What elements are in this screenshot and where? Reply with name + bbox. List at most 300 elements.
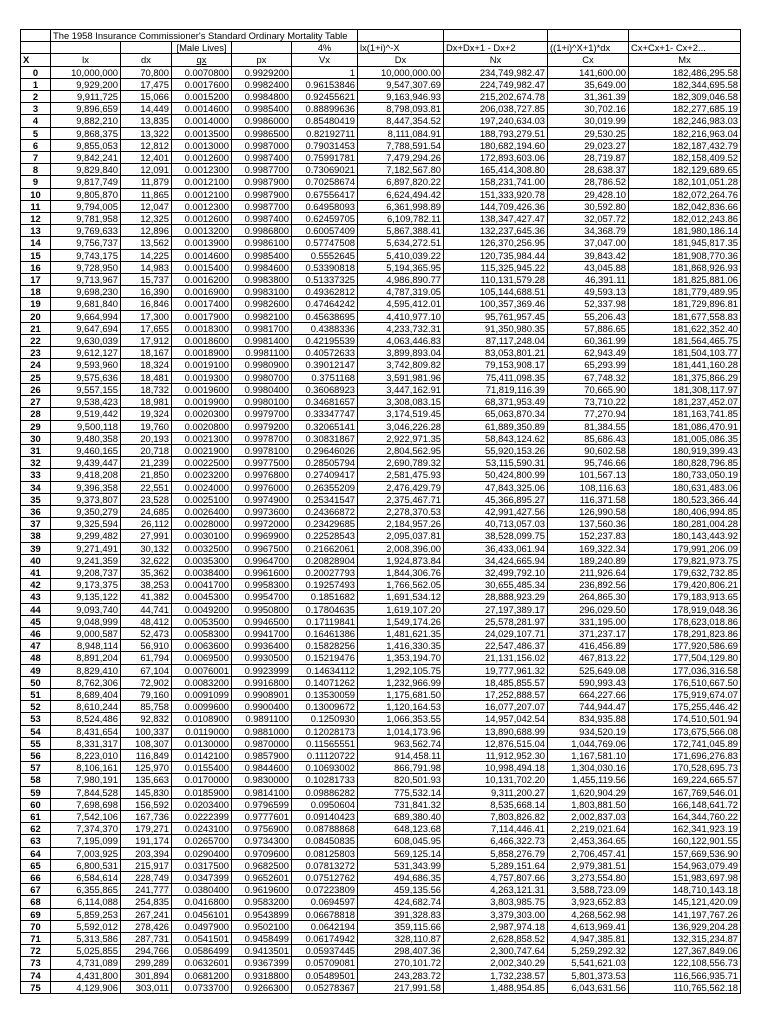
mx-cell: 176,510,667.50 (629, 676, 741, 688)
dx-commutation-cell: 608,045.95 (358, 835, 444, 847)
dx-cell: 17,475 (121, 78, 172, 90)
lx-cell: 8,431,654 (51, 725, 121, 737)
dx-cell: 299,289 (121, 957, 172, 969)
lx-cell: 5,859,253 (51, 908, 121, 920)
px-cell: 0.9709600 (232, 847, 292, 859)
px-cell: 0.9987700 (232, 164, 292, 176)
cx-cell: 1,167,581.10 (548, 749, 629, 761)
lx-cell: 6,355,865 (51, 884, 121, 896)
age-cell: 63 (21, 835, 51, 847)
age-cell: 28 (21, 408, 51, 420)
lx-cell: 9,000,587 (51, 627, 121, 639)
mx-cell: 179,183,913.65 (629, 591, 741, 603)
qx-cell: 0.0203400 (172, 798, 232, 810)
qx-cell: 0.0317500 (172, 859, 232, 871)
dx-commutation-cell: 2,375,467.71 (358, 493, 444, 505)
qx-cell: 0.0045300 (172, 591, 232, 603)
mx-cell: 181,980,186.14 (629, 225, 741, 237)
px-cell: 0.9954700 (232, 591, 292, 603)
vx-cell: 0.13530059 (292, 688, 358, 700)
qx-cell: 0.0012600 (172, 213, 232, 225)
vx-cell: 0.28505794 (292, 457, 358, 469)
dx-cell: 21,850 (121, 469, 172, 481)
nx-cell: 91,350,980.35 (444, 322, 548, 334)
age-cell: 55 (21, 737, 51, 749)
lx-cell: 7,980,191 (51, 774, 121, 786)
table-row (21, 457, 741, 469)
table-row (21, 493, 741, 505)
px-cell: 0.9980900 (232, 359, 292, 371)
age-cell: 24 (21, 359, 51, 371)
qx-cell: 0.0018900 (172, 347, 232, 359)
px-cell: 0.9986100 (232, 237, 292, 249)
cx-cell: 29,428.10 (548, 188, 629, 200)
table-row (21, 701, 741, 713)
dx-cell: 27,991 (121, 530, 172, 542)
lx-cell: 9,396,358 (51, 481, 121, 493)
px-cell: 0.9976000 (232, 481, 292, 493)
px-cell: 0.9973600 (232, 505, 292, 517)
mx-cell: 172,741,045.89 (629, 737, 741, 749)
px-cell: 0.9936400 (232, 640, 292, 652)
px-cell: 0.9941700 (232, 627, 292, 639)
qx-cell: 0.0017400 (172, 298, 232, 310)
dx-cell: 24,685 (121, 505, 172, 517)
lx-cell: 9,756,737 (51, 237, 121, 249)
age-cell: 18 (21, 286, 51, 298)
table-row (21, 542, 741, 554)
qx-cell: 0.0119000 (172, 725, 232, 737)
dx-commutation-cell: 1,292,105.75 (358, 664, 444, 676)
cx-cell: 2,706,457.41 (548, 847, 629, 859)
px-cell: 0.9619600 (232, 884, 292, 896)
age-cell: 61 (21, 811, 51, 823)
qx-cell: 0.0053500 (172, 615, 232, 627)
px-cell: 0.9986000 (232, 115, 292, 127)
lx-cell: 9,593,960 (51, 359, 121, 371)
dx-commutation-cell: 963,562.74 (358, 737, 444, 749)
qx-cell: 0.0041700 (172, 579, 232, 591)
table-row (21, 652, 741, 664)
qx-cell: 0.0222399 (172, 811, 232, 823)
table-row (21, 396, 741, 408)
nx-cell: 144,709,426.36 (444, 200, 548, 212)
cx-cell: 4,613,969.41 (548, 920, 629, 932)
nx-cell: 234,749,982.47 (444, 66, 548, 78)
lx-cell: 5,025,855 (51, 945, 121, 957)
nx-cell: 14,957,042.54 (444, 713, 548, 725)
age-cell: 7 (21, 152, 51, 164)
table-row (21, 688, 741, 700)
mx-cell: 136,929,204.28 (629, 920, 741, 932)
table-row (21, 164, 741, 176)
qx-cell: 0.0012100 (172, 176, 232, 188)
dx-cell: 156,592 (121, 798, 172, 810)
px-cell: 0.9980400 (232, 383, 292, 395)
dx-commutation-cell: 7,479,294.26 (358, 152, 444, 164)
dx-cell: 16,846 (121, 298, 172, 310)
vx-cell: 0.11565551 (292, 737, 358, 749)
lx-cell: 9,500,118 (51, 420, 121, 432)
mx-cell: 157,669,536.90 (629, 847, 741, 859)
cx-cell: 4,947,385.81 (548, 933, 629, 945)
dx-cell: 12,896 (121, 225, 172, 237)
nx-formula: Dx+Dx+1 - Dx+2 (444, 42, 548, 54)
dx-cell: 85,758 (121, 701, 172, 713)
vx-cell: 0.49362812 (292, 286, 358, 298)
qx-cell: 0.0130000 (172, 737, 232, 749)
mx-cell: 122,108,556.73 (629, 957, 741, 969)
dx-cell: 38,253 (121, 579, 172, 591)
nx-cell: 36,433,061.94 (444, 542, 548, 554)
nx-cell: 5,858,276.79 (444, 847, 548, 859)
lx-cell: 9,557,155 (51, 383, 121, 395)
dx-commutation-cell: 1,175,681.50 (358, 688, 444, 700)
qx-cell: 0.0012100 (172, 188, 232, 200)
dx-cell: 241,777 (121, 884, 172, 896)
lx-cell: 9,418,208 (51, 469, 121, 481)
cx-cell: 35,649.00 (548, 78, 629, 90)
dx-commutation-cell: 3,046,226.28 (358, 420, 444, 432)
lx-cell: 9,325,594 (51, 518, 121, 530)
dx-commutation-cell: 459,135.56 (358, 884, 444, 896)
nx-cell: 8,535,668.14 (444, 798, 548, 810)
vx-cell: 0.14634112 (292, 664, 358, 676)
cx-cell: 32,057.72 (548, 213, 629, 225)
age-cell: 4 (21, 115, 51, 127)
vx-cell: 0.22528543 (292, 530, 358, 542)
nx-cell: 9,311,200.27 (444, 786, 548, 798)
px-cell: 0.9543899 (232, 908, 292, 920)
lx-cell: 9,805,870 (51, 188, 121, 200)
nx-cell: 17,252,888.57 (444, 688, 548, 700)
nx-cell: 24,029,107.71 (444, 627, 548, 639)
vx-cell: 0.07813272 (292, 859, 358, 871)
nx-cell: 28,888,923.29 (444, 591, 548, 603)
lx-cell: 4,731,089 (51, 957, 121, 969)
mx-cell: 180,631,483.06 (629, 481, 741, 493)
nx-cell: 38,528,099.75 (444, 530, 548, 542)
mx-cell: 181,779,489.95 (629, 286, 741, 298)
age-cell: 39 (21, 542, 51, 554)
qx-cell: 0.0108900 (172, 713, 232, 725)
nx-cell: 188,793,279.51 (444, 127, 548, 139)
px-cell: 0.9974900 (232, 493, 292, 505)
age-cell: 74 (21, 969, 51, 981)
age-cell: 35 (21, 493, 51, 505)
vx-cell: 0.14071262 (292, 676, 358, 688)
dx-formula: lx(1+i)^-X (358, 42, 444, 54)
vx-cell: 0.45638695 (292, 310, 358, 322)
cx-cell: 189,240.89 (548, 554, 629, 566)
lx-cell: 9,911,725 (51, 91, 121, 103)
px-cell: 0.9980700 (232, 371, 292, 383)
px-cell: 0.9796599 (232, 798, 292, 810)
dx-cell: 70,800 (121, 66, 172, 78)
nx-cell: 100,357,369.46 (444, 298, 548, 310)
male-lives-label: [Male Lives] (172, 42, 232, 54)
table-row (21, 835, 741, 847)
mx-cell: 116,566,935.71 (629, 969, 741, 981)
age-cell: 42 (21, 579, 51, 591)
px-cell: 0.9977500 (232, 457, 292, 469)
age-cell: 31 (21, 444, 51, 456)
dx-commutation-cell: 5,634,272.51 (358, 237, 444, 249)
qx-cell: 0.0017900 (172, 310, 232, 322)
mx-cell: 181,729,896.81 (629, 298, 741, 310)
vx-cell: 0.53390818 (292, 261, 358, 273)
px-cell: 0.9870000 (232, 737, 292, 749)
age-cell: 50 (21, 676, 51, 688)
table-row (21, 713, 741, 725)
vx-cell: 0.0642194 (292, 920, 358, 932)
vx-cell: 0.85480419 (292, 115, 358, 127)
cx-cell: 46,391.11 (548, 274, 629, 286)
nx-cell: 55,920,153.26 (444, 444, 548, 456)
px-cell: 0.9986500 (232, 127, 292, 139)
dx-commutation-cell: 8,798,093.81 (358, 103, 444, 115)
dx-commutation-cell: 1,924,873.84 (358, 554, 444, 566)
cx-cell: 62,943.49 (548, 347, 629, 359)
px-cell: 0.9964700 (232, 554, 292, 566)
age-cell: 2 (21, 91, 51, 103)
age-cell: 21 (21, 322, 51, 334)
px-cell: 0.9984600 (232, 261, 292, 273)
vx-cell: 0.15219476 (292, 652, 358, 664)
cx-cell: 371,237.17 (548, 627, 629, 639)
dx-cell: 303,011 (121, 981, 172, 993)
table-row (21, 200, 741, 212)
table-row (21, 859, 741, 871)
mx-cell: 182,101,051.28 (629, 176, 741, 188)
cx-cell: 28,719.87 (548, 152, 629, 164)
vx-cell: 0.79031453 (292, 139, 358, 151)
qx-cell: 0.0347399 (172, 872, 232, 884)
table-row (21, 78, 741, 90)
vx-cell: 1 (292, 66, 358, 78)
dx-cell: 116,849 (121, 749, 172, 761)
nx-cell: 79,153,908.17 (444, 359, 548, 371)
vx-cell: 0.05937445 (292, 945, 358, 957)
nx-cell: 2,987,974.18 (444, 920, 548, 932)
cx-cell: 834,935.88 (548, 713, 629, 725)
cx-cell: 43,045.88 (548, 261, 629, 273)
cx-cell: 331,195.00 (548, 615, 629, 627)
nx-cell: 16,077,207.07 (444, 701, 548, 713)
dx-commutation-cell: 7,182,567.80 (358, 164, 444, 176)
table-row (21, 798, 741, 810)
mx-cell: 173,675,566.08 (629, 725, 741, 737)
vx-cell: 0.4388336 (292, 322, 358, 334)
dx-commutation-cell: 2,804,562.95 (358, 444, 444, 456)
vx-cell: 0.08125803 (292, 847, 358, 859)
cx-cell: 67,748.32 (548, 371, 629, 383)
px-cell: 0.9958300 (232, 579, 292, 591)
lx-cell: 9,350,279 (51, 505, 121, 517)
table-row (21, 762, 741, 774)
dx-cell: 267,241 (121, 908, 172, 920)
vx-cell: 0.06678818 (292, 908, 358, 920)
cx-cell: 37,047.00 (548, 237, 629, 249)
qx-cell: 0.0021900 (172, 444, 232, 456)
cx-cell: 57,886.65 (548, 322, 629, 334)
table-row (21, 811, 741, 823)
qx-cell: 0.0021300 (172, 432, 232, 444)
nx-cell: 2,300,747.64 (444, 945, 548, 957)
vx-cell: 0.27409417 (292, 469, 358, 481)
age-cell: 41 (21, 566, 51, 578)
table-row (21, 786, 741, 798)
vx-cell: 0.08788868 (292, 823, 358, 835)
cx-cell: 5,801,373.53 (548, 969, 629, 981)
table-row (21, 322, 741, 334)
dx-cell: 22,551 (121, 481, 172, 493)
qx-cell: 0.0083200 (172, 676, 232, 688)
nx-cell: 83,053,801.21 (444, 347, 548, 359)
lx-cell: 6,800,531 (51, 859, 121, 871)
dx-cell: 191,174 (121, 835, 172, 847)
mx-cell: 182,158,409.52 (629, 152, 741, 164)
qx-cell: 0.0019100 (172, 359, 232, 371)
px-cell: 0.9930500 (232, 652, 292, 664)
cx-cell: 137,560.36 (548, 518, 629, 530)
lx-cell: 5,313,586 (51, 933, 121, 945)
qx-cell: 0.0456101 (172, 908, 232, 920)
qx-cell: 0.0069500 (172, 652, 232, 664)
dx-cell: 17,655 (121, 322, 172, 334)
cx-cell: 34,368.79 (548, 225, 629, 237)
dx-commutation-cell: 10,000,000.00 (358, 66, 444, 78)
mx-cell: 180,523,366.44 (629, 493, 741, 505)
qx-cell: 0.0016900 (172, 286, 232, 298)
dx-commutation-cell: 7,788,591.54 (358, 139, 444, 151)
table-row (21, 774, 741, 786)
cx-cell: 3,588,723.09 (548, 884, 629, 896)
interest-rate: 4% (292, 42, 358, 54)
nx-cell: 19,777,961.32 (444, 664, 548, 676)
dx-commutation-cell: 2,690,789.32 (358, 457, 444, 469)
cx-cell: 2,219,021.64 (548, 823, 629, 835)
age-cell: 54 (21, 725, 51, 737)
qx-cell: 0.0290400 (172, 847, 232, 859)
mx-cell: 182,344,695.58 (629, 78, 741, 90)
dx-cell: 30,132 (121, 542, 172, 554)
nx-cell: 105,144,688.51 (444, 286, 548, 298)
dx-cell: 215,917 (121, 859, 172, 871)
nx-cell: 68,371,953.49 (444, 396, 548, 408)
lx-cell: 5,592,012 (51, 920, 121, 932)
vx-cell: 0.20027793 (292, 566, 358, 578)
nx-cell: 3,379,303.00 (444, 908, 548, 920)
dx-commutation-cell: 391,328.83 (358, 908, 444, 920)
table-row (21, 603, 741, 615)
lx-cell: 9,093,740 (51, 603, 121, 615)
qx-cell: 0.0099600 (172, 701, 232, 713)
vx-cell: 0.88899636 (292, 103, 358, 115)
vx-cell: 0.26355209 (292, 481, 358, 493)
dx-cell: 18,481 (121, 371, 172, 383)
nx-cell: 115,325,945.22 (444, 261, 548, 273)
px-cell: 0.9756900 (232, 823, 292, 835)
nx-cell: 2,628,858.52 (444, 933, 548, 945)
nx-cell: 58,843,124.62 (444, 432, 548, 444)
qx-cell: 0.0243100 (172, 823, 232, 835)
vx-cell: 0.05278367 (292, 981, 358, 993)
table-row (21, 505, 741, 517)
dx-commutation-cell: 3,174,519.45 (358, 408, 444, 420)
qx-cell: 0.0091099 (172, 688, 232, 700)
dx-cell: 67,104 (121, 664, 172, 676)
cx-cell: 525,649.08 (548, 664, 629, 676)
age-cell: 11 (21, 200, 51, 212)
age-cell: 44 (21, 603, 51, 615)
dx-cell: 145,830 (121, 786, 172, 798)
age-cell: 23 (21, 347, 51, 359)
nx-cell: 165,414,308.80 (444, 164, 548, 176)
dx-commutation-cell: 1,014,173.96 (358, 725, 444, 737)
dx-cell: 61,794 (121, 652, 172, 664)
dx-commutation-cell: 298,407.36 (358, 945, 444, 957)
dx-cell: 48,412 (121, 615, 172, 627)
dx-cell: 108,307 (121, 737, 172, 749)
px-cell: 0.9682500 (232, 859, 292, 871)
vx-cell: 0.11120722 (292, 749, 358, 761)
lx-cell: 8,223,010 (51, 749, 121, 761)
dx-commutation-cell: 4,233,732.31 (358, 322, 444, 334)
age-cell: 45 (21, 615, 51, 627)
nx-cell: 45,366,895.27 (444, 493, 548, 505)
cx-cell: 264,865.30 (548, 591, 629, 603)
dx-cell: 11,865 (121, 188, 172, 200)
table-row (21, 286, 741, 298)
cx-cell: 416,456.89 (548, 640, 629, 652)
dx-cell: 41,382 (121, 591, 172, 603)
age-cell: 9 (21, 176, 51, 188)
px-cell: 0.9979200 (232, 420, 292, 432)
dx-commutation-cell: 6,109,782.11 (358, 213, 444, 225)
title-filler-cell (548, 30, 629, 42)
age-cell: 34 (21, 481, 51, 493)
table-row (21, 872, 741, 884)
qx-cell: 0.0014600 (172, 249, 232, 261)
px-cell: 0.9987700 (232, 200, 292, 212)
mx-cell: 181,622,352.40 (629, 322, 741, 334)
dx-commutation-cell: 1,353,194.70 (358, 652, 444, 664)
vx-cell: 0.82192711 (292, 127, 358, 139)
mx-cell: 164,344,760.22 (629, 811, 741, 823)
qx-cell: 0.0416800 (172, 896, 232, 908)
table-row (21, 249, 741, 261)
lx-cell: 9,664,994 (51, 310, 121, 322)
age-cell: 69 (21, 908, 51, 920)
px-cell: 0.9777601 (232, 811, 292, 823)
lx-cell: 9,698,230 (51, 286, 121, 298)
table-row (21, 444, 741, 456)
vx-cell: 0.13009672 (292, 701, 358, 713)
lx-cell: 7,374,370 (51, 823, 121, 835)
nx-cell: 132,237,645.36 (444, 225, 548, 237)
dx-cell: 125,970 (121, 762, 172, 774)
age-cell: 51 (21, 688, 51, 700)
cx-cell: 467,813.22 (548, 652, 629, 664)
vx-cell: 0.07223809 (292, 884, 358, 896)
cx-cell: 49,593.13 (548, 286, 629, 298)
dx-commutation-cell: 914,458.11 (358, 749, 444, 761)
table-row (21, 66, 741, 78)
mx-cell: 181,308,117.97 (629, 383, 741, 395)
cx-cell: 29,023.27 (548, 139, 629, 151)
age-cell: 30 (21, 432, 51, 444)
